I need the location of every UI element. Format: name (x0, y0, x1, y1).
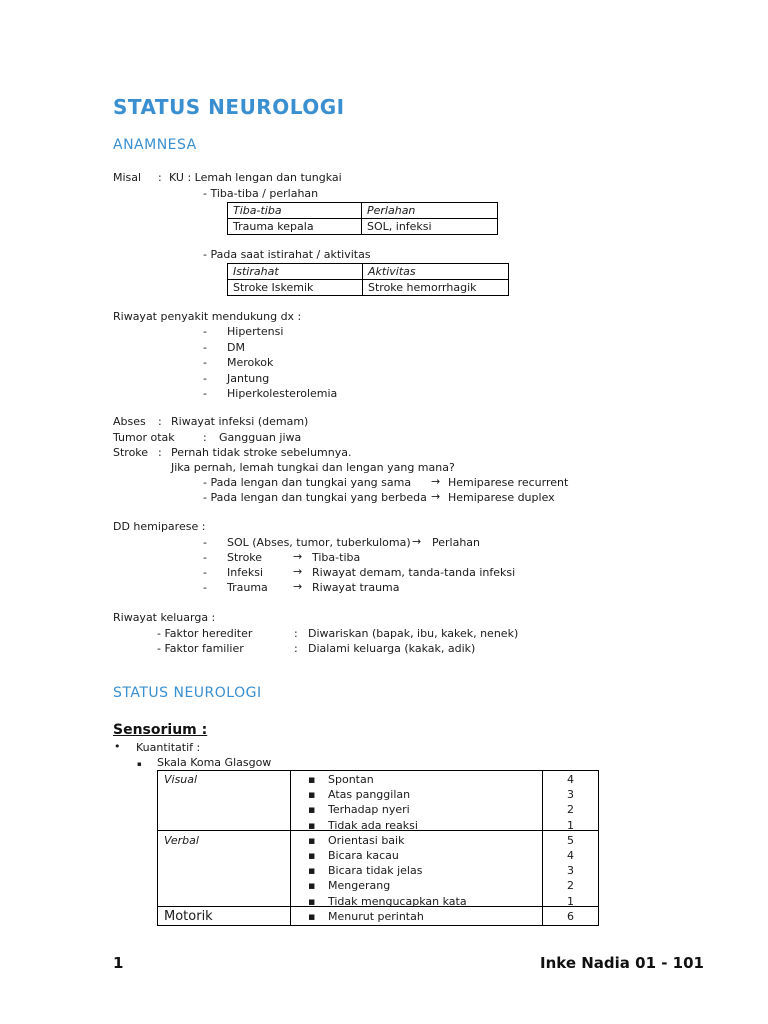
status-neurologi-heading: STATUS NEUROLOGI (113, 685, 262, 701)
gcs-item-label: Bicara kacau (328, 849, 399, 862)
stroke-text: Pernah tidak stroke sebelumnya. (171, 446, 352, 459)
list-item: DM (227, 340, 245, 354)
stroke-result-2: Hemiparese duplex (448, 491, 555, 504)
arrow-icon: → (431, 475, 441, 488)
gcs-score: 6 (567, 909, 574, 923)
list-item: Merokok (227, 356, 274, 369)
onset-header-gradual: Perlahan (362, 203, 498, 219)
list-dash: - (203, 371, 207, 385)
list-item: Stroke (227, 551, 263, 564)
misal-colon: : (158, 171, 162, 184)
activity-header-rest: Istirahat (228, 264, 363, 280)
activity-item: - Pada saat istirahat / aktivitas (203, 248, 371, 261)
activity-table (227, 263, 509, 296)
square-bullet-icon: ▪ (308, 818, 316, 832)
gcs-category: Visual (164, 773, 198, 786)
gcs-category: Verbal (164, 833, 199, 847)
list-item: Hiperkolesterolemia (227, 387, 338, 400)
square-bullet-icon: ▪ (137, 760, 142, 768)
list-dash: - (203, 551, 207, 564)
arrow-icon: → (293, 550, 303, 563)
gcs-score: 4 (567, 849, 574, 862)
list-dash: - (203, 536, 207, 549)
list-item-result: Perlahan (432, 536, 481, 549)
list-item: Infeksi (227, 566, 264, 579)
activity-cell-ischemic: Stroke Iskemik (228, 280, 363, 296)
stroke-label: Stroke (113, 446, 149, 459)
round-bullet-icon: • (114, 740, 121, 753)
gcs-score: 5 (567, 833, 574, 847)
author-footer: Inke Nadia 01 - 101 (540, 954, 704, 972)
tumor-colon: : (203, 431, 207, 444)
list-item: Trauma (227, 581, 268, 594)
onset-header-sudden: Tiba-tiba (228, 203, 362, 219)
gcs-table (157, 770, 599, 926)
gcs-item-label: Spontan (328, 773, 374, 786)
list-dash: - (203, 566, 207, 579)
list-item: Jantung (227, 371, 270, 385)
arrow-icon: → (293, 565, 303, 578)
gcs-score: 3 (567, 788, 574, 802)
gcs-score: 2 (567, 803, 574, 817)
list-dash: - (203, 387, 207, 400)
square-bullet-icon: ▪ (308, 788, 316, 802)
square-bullet-icon: ▪ (308, 864, 316, 878)
gcs-divider (542, 771, 543, 925)
abses-colon: : (158, 415, 162, 428)
gcs-category: Motorik (164, 908, 213, 924)
gcs-score: 3 (567, 864, 574, 878)
list-dash: - (203, 340, 207, 354)
list-dash: - (203, 325, 207, 338)
riwayat-penyakit-label: Riwayat penyakit mendukung dx : (113, 310, 302, 323)
dd-hemiparese-label: DD hemiparese : (113, 520, 206, 533)
gcs-item-label: Tidak ada reaksi (328, 818, 418, 832)
tumor-label: Tumor otak (113, 431, 175, 444)
family-colon: : (294, 642, 298, 655)
onset-cell-sudden: Trauma kepala (228, 219, 362, 235)
list-item: SOL (Abses, tumor, tuberkuloma) (227, 536, 411, 549)
square-bullet-icon: ▪ (308, 833, 316, 847)
riwayat-keluarga-label: Riwayat keluarga : (113, 611, 216, 624)
stroke-question: Jika pernah, lemah tungkai dan lengan yang mana? (171, 461, 455, 474)
family-factor: - Faktor herediter (157, 627, 253, 640)
abses-text: Riwayat infeksi (demam) (171, 415, 309, 428)
gcs-score: 1 (567, 894, 574, 908)
family-factor: - Faktor familier (157, 642, 244, 655)
list-item: Hipertensi (227, 325, 284, 338)
stroke-answer-1: - Pada lengan dan tungkai yang sama (203, 476, 412, 489)
activity-header-active: Aktivitas (363, 264, 509, 280)
square-bullet-icon: ▪ (308, 909, 316, 923)
kuantitatif-label: Kuantitatif : (136, 741, 201, 754)
gcs-item-label: Orientasi baik (328, 833, 405, 847)
list-dash: - (203, 356, 207, 369)
arrow-icon: → (412, 535, 422, 548)
gcs-divider (290, 771, 291, 925)
arrow-icon: → (431, 490, 441, 503)
stroke-answer-2: - Pada lengan dan tungkai yang berbeda (203, 491, 427, 504)
gcs-score: 4 (567, 773, 574, 786)
square-bullet-icon: ▪ (308, 849, 316, 862)
activity-cell-hemorrhagic: Stroke hemorrhagik (363, 280, 509, 296)
square-bullet-icon: ▪ (308, 773, 316, 786)
square-bullet-icon: ▪ (308, 894, 316, 908)
page-number: 1 (113, 954, 124, 972)
family-colon: : (294, 627, 298, 640)
gcs-item-label: Tidak mengucapkan kata (328, 894, 467, 908)
page-title: STATUS NEUROLOGI (113, 95, 345, 119)
onset-item: - Tiba-tiba / perlahan (203, 187, 319, 200)
stroke-colon: : (158, 446, 162, 459)
gcs-score: 2 (567, 879, 574, 893)
sensorium-heading: Sensorium : (113, 722, 208, 738)
list-item-result: Riwayat demam, tanda-tanda infeksi (312, 566, 516, 579)
list-dash: - (203, 581, 207, 594)
gcs-score: 1 (567, 818, 574, 832)
list-item-result: Riwayat trauma (312, 581, 400, 594)
onset-cell-gradual: SOL, infeksi (362, 219, 498, 235)
skala-label: Skala Koma Glasgow (157, 756, 272, 769)
gcs-item-label: Atas panggilan (328, 788, 411, 802)
anamnesa-heading: ANAMNESA (113, 137, 197, 153)
arrow-icon: → (293, 580, 303, 593)
abses-label: Abses (113, 415, 146, 428)
gcs-item-label: Mengerang (328, 879, 391, 893)
family-desc: Diwariskan (bapak, ibu, kakek, nenek) (308, 627, 519, 640)
family-desc: Dialami keluarga (kakak, adik) (308, 642, 476, 655)
ku-text: KU : Lemah lengan dan tungkai (169, 171, 342, 184)
stroke-result-1: Hemiparese recurrent (448, 476, 569, 489)
gcs-item-label: Bicara tidak jelas (328, 864, 423, 878)
list-item-result: Tiba-tiba (312, 551, 361, 564)
gcs-item-label: Terhadap nyeri (328, 803, 410, 817)
tumor-text: Gangguan jiwa (219, 431, 302, 444)
square-bullet-icon: ▪ (308, 879, 316, 893)
square-bullet-icon: ▪ (308, 803, 316, 817)
gcs-item-label: Menurut perintah (328, 909, 424, 923)
onset-table (227, 202, 498, 235)
misal-label: Misal (113, 171, 142, 184)
